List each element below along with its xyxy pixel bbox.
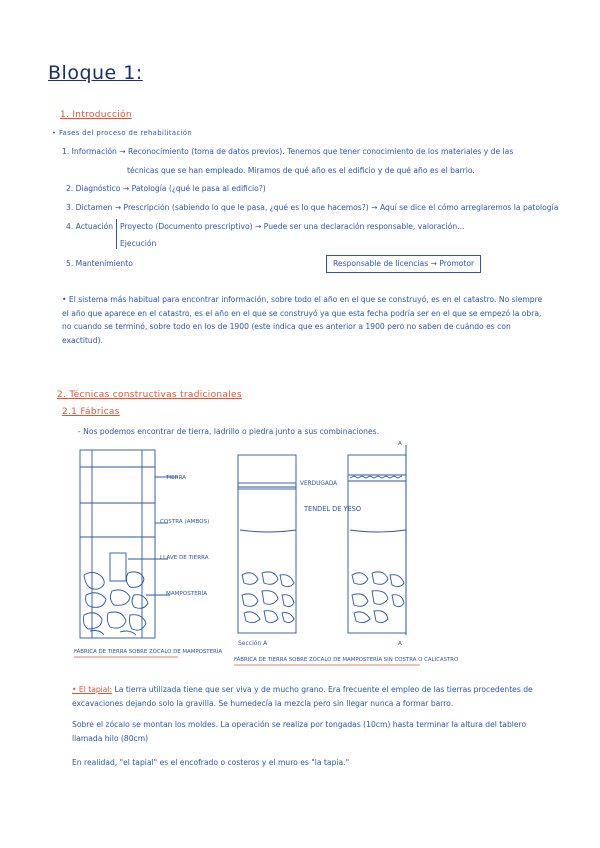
phase-number: 1. bbox=[62, 147, 72, 156]
section-heading-tecnicas: 2. Técnicas constructivas tradicionales bbox=[57, 390, 242, 400]
phase-item-4-label: 4. Actuación bbox=[66, 222, 114, 231]
fabricas-intro: - Nos podemos encontrar de tierra, ladrillo o piedra junto a sus combinaciones. bbox=[78, 427, 380, 436]
tapial-paragraph-3: En realidad, "el tapial" es el encofrado o costeros y el muro es "la tapia." bbox=[72, 758, 350, 767]
label-tierra: TIERRA bbox=[166, 475, 186, 481]
phase-item-1 bbox=[62, 147, 513, 157]
subsection-heading-fabricas: 2.1 Fábricas bbox=[62, 407, 120, 417]
phase-text: → Reconocimiento (toma de datos previos). Tenemos que tener conocimiento de los materiales y de las bbox=[119, 147, 514, 156]
caption-fabrica-1: FÁBRICA DE TIERRA SOBRE ZÓCALO DE MAMPOSTERÍA bbox=[74, 649, 223, 655]
phase-item-2: 2. Diagnóstico → Patología (¿qué le pasa al edificio?) bbox=[66, 184, 266, 193]
phase-item-3: 3. Dictamen → Prescripción (sabiendo lo que le pasa, ¿qué es lo que hacemos?) → Aquí se dice el cómo arreglaremos la patología bbox=[66, 203, 559, 212]
section-heading-intro: 1. Introducción bbox=[60, 110, 132, 120]
label-mamposteria: MAMPOSTERÍA bbox=[166, 591, 208, 597]
phase-item-4a: Proyecto (Documento prescriptivo) → Puede ser una declaración responsable, valoración... bbox=[120, 222, 465, 231]
fabricas-diagrams bbox=[0, 435, 600, 675]
caption-fabrica-2: FÁBRICA DE TIERRA SOBRE ZÓCALO DE MAMPOSTERÍA SIN COSTRA O CALICASTRO bbox=[234, 657, 459, 663]
label-a-top: A bbox=[398, 441, 402, 447]
boxed-note: Responsable de licencias → Promotor bbox=[326, 255, 481, 273]
label-tendel-yeso: TENDEL DE YESO bbox=[304, 505, 362, 513]
phase-item-1-continued: técnicas que se han empleado. Miramos de qué año es el edificio y de qué año es el barrio. bbox=[127, 166, 475, 175]
bracket-line bbox=[116, 219, 117, 249]
tapial-label: • El tapial: bbox=[72, 685, 113, 694]
phase-item-4b: Ejecución bbox=[120, 239, 157, 248]
diagram-fabrica-section-a bbox=[348, 445, 406, 635]
label-llave-tierra: LLAVE DE TIERRA bbox=[160, 555, 209, 561]
tapial-paragraph-2: Sobre el zócalo se montan los moldes. La operación se realiza por tongadas (10cm) hasta terminar la altura del tablero llamada hilo (80cm) bbox=[72, 720, 527, 743]
tapial-paragraph-1 bbox=[72, 683, 548, 710]
label-seccion-a: Sección A bbox=[238, 640, 268, 647]
diagram-fabrica-verdugada bbox=[238, 455, 296, 633]
label-costra: COSTRA (AMBOS) bbox=[160, 519, 210, 525]
page-title: Bloque 1: bbox=[48, 62, 143, 84]
phase-label: Información bbox=[71, 147, 117, 156]
tapial-text-1: La tierra utilizada tiene que ser viva y de mucho grano. Era frecuente el empleo de las tierras procedentes de excavaciones dejando solo la gravilla. Se humedecía la mezcla pero sin llegar nunca a formar barro. bbox=[72, 685, 533, 708]
label-a-bottom: A bbox=[398, 641, 402, 647]
diagram-fabrica-tierra-zocalo bbox=[80, 450, 178, 638]
phase-item-5: 5. Mantenimiento bbox=[66, 259, 133, 268]
phases-heading: • Fases del proceso de rehabilitación bbox=[52, 129, 193, 137]
label-verdugada: VERDUGADA bbox=[300, 481, 338, 487]
catastro-paragraph: • El sistema más habitual para encontrar información, sobre todo el año en el que se construyó, es en el catastro. No siempre el año que aparece en el catastro, es el año en el que se construyó ya que esta fecha podría ser en el que se empezó la obra, no cuando se terminó, sobre todo en los de 1900 (este indica que es anterior a 1900 pero no saben de cuándo es con exactitud). bbox=[62, 295, 543, 345]
